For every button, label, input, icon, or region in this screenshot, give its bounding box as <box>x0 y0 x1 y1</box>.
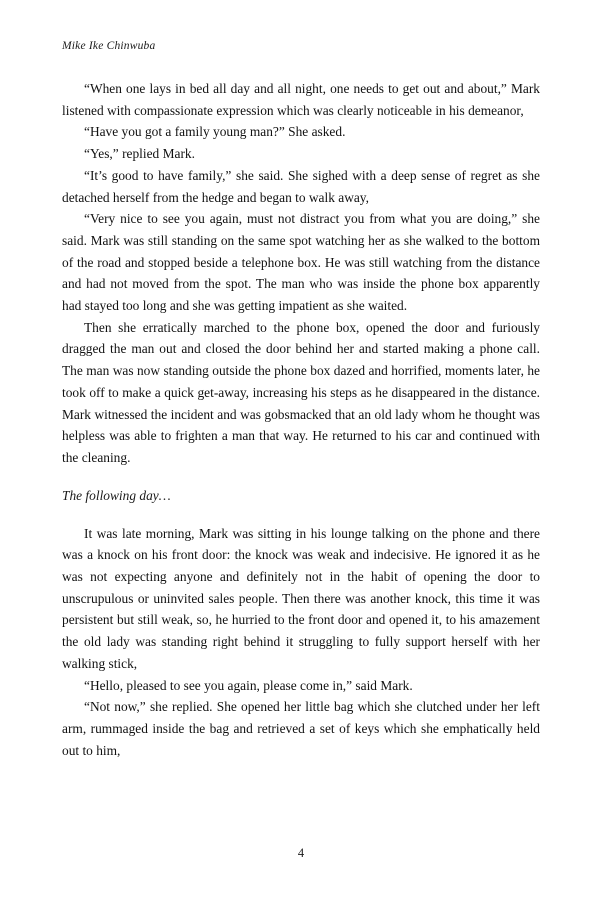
paragraph: “Very nice to see you again, must not distract you from what you are doing,” she said. Mark was still standing on the same spot watching her as she walked to the bottom of the road and stopped beside a telephone box. He was still watching from the distance and had not moved from the spot. The man who was inside the phone box apparently had stayed too long and she was getting impatient as she waited. <box>62 211 540 314</box>
page-number: 4 <box>297 846 305 860</box>
body-text-block-two <box>62 523 540 762</box>
section-subheading: The following day… <box>62 487 171 503</box>
running-head: Mike Ike Chinwuba <box>62 40 156 52</box>
paragraph: “Not now,” she replied. She opened her little bag which she clutched under her left arm, rummaged inside the bag and retrieved a set of keys which she emphatically held out to him, <box>62 699 540 758</box>
paragraph: “Yes,” replied Mark. <box>84 146 195 162</box>
paragraph: “It’s good to have family,” she said. She sighed with a deep sense of regret as she detached herself from the hedge and began to walk away, <box>62 167 540 205</box>
paragraph: “Hello, pleased to see you again, please come in,” said Mark. <box>84 677 413 693</box>
paragraph: Then she erratically marched to the phone box, opened the door and furiously dragged the man out and closed the door behind her and started making a phone call. The man was now standing outside the phone box dazed and horrified, moments later, he took off to make a quick get-away, increasing his steps as he disappeared in the distance. Mark witnessed the incident and was gobsmacked that an old lady whom he thought was helpless was able to frighten a man that way. He returned to his car and continued with the cleaning. <box>62 319 540 465</box>
paragraph: “Have you got a family young man?” She asked. <box>84 124 346 140</box>
paragraph: It was late morning, Mark was sitting in his lounge talking on the phone and there was a knock on his front door: the knock was weak and indecisive. He ignored it as he was not expecting anyone and definitely not in the habit of opening the door to unscrupulous or uninvited sales people. Then there was another knock, this time it was persistent but still weak, so, he hurried to the front door and opened it, to his amazement the old lady was standing right behind it struggling to fully support herself with her walking stick, <box>62 525 540 671</box>
paragraph: “When one lays in bed all day and all night, one needs to get out and about,” Mark listened with compassionate expression which was clearly noticeable in his demeanor, <box>62 81 540 118</box>
body-text-block-one <box>62 78 540 469</box>
